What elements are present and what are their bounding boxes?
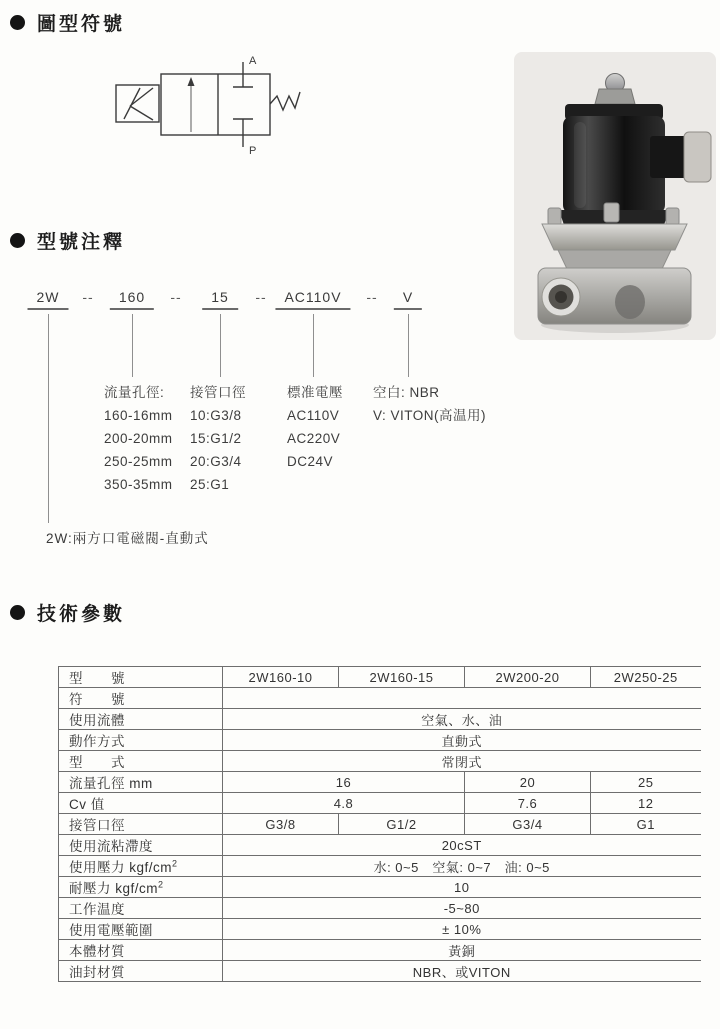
coil-slash bbox=[124, 88, 140, 119]
flange bbox=[542, 224, 687, 250]
row-label: 使用流體 bbox=[59, 709, 223, 730]
table-row bbox=[59, 793, 701, 814]
legend-line: 接管口徑 bbox=[190, 385, 246, 400]
table-cell: -5~80 bbox=[223, 898, 701, 919]
model-code-separator: -- bbox=[82, 289, 94, 305]
row-label: 符 號 bbox=[59, 688, 223, 709]
table-cell: 空氣、水、油 bbox=[223, 709, 701, 730]
table-cell: 2W160-15 bbox=[339, 667, 465, 688]
table-row bbox=[59, 709, 701, 730]
table-row bbox=[59, 751, 701, 772]
legend-line: 200-20mm bbox=[104, 431, 173, 446]
port-p-label: P bbox=[249, 145, 257, 157]
bolt-center bbox=[604, 203, 619, 222]
legend-line: AC220V bbox=[287, 431, 341, 446]
row-label: Cv 值 bbox=[59, 793, 223, 814]
table-row bbox=[59, 898, 701, 919]
coil-highlight bbox=[574, 122, 586, 208]
legend-column-orifice bbox=[104, 381, 173, 496]
leader-line-orifice bbox=[132, 314, 133, 377]
model-code-part: 2W bbox=[28, 289, 69, 310]
valve-body-box bbox=[161, 74, 270, 135]
row-label: 流量孔徑 mm bbox=[59, 772, 223, 793]
table-row bbox=[59, 814, 701, 835]
leader-line-seal bbox=[408, 314, 409, 377]
row-label: 動作方式 bbox=[59, 730, 223, 751]
connector-cap bbox=[684, 132, 711, 182]
table-row bbox=[59, 961, 701, 982]
bolt-right bbox=[666, 208, 679, 225]
legend-line: AC110V bbox=[287, 408, 340, 423]
leader-line-voltage bbox=[313, 314, 314, 377]
table-row bbox=[59, 730, 701, 751]
table-cell: NBR、或VITON bbox=[223, 961, 701, 982]
table-cell: 2W200-20 bbox=[465, 667, 591, 688]
table-cell: G1 bbox=[591, 814, 701, 835]
table-cell: 黃銅 bbox=[223, 940, 701, 961]
model-code-part: V bbox=[394, 289, 422, 310]
legend-line: 20:G3/4 bbox=[190, 454, 242, 469]
table-cell: 水: 0~5 空氣: 0~7 油: 0~5 bbox=[223, 856, 701, 877]
bullet-icon bbox=[10, 605, 25, 620]
table-row bbox=[59, 688, 701, 709]
table-cell: G1/2 bbox=[339, 814, 465, 835]
table-cell: 16 bbox=[223, 772, 465, 793]
table-row bbox=[59, 772, 701, 793]
section-title-model bbox=[10, 227, 125, 254]
table-row bbox=[59, 940, 701, 961]
block-boss bbox=[615, 285, 645, 319]
table-cell: 7.6 bbox=[465, 793, 591, 814]
legend-line: 15:G1/2 bbox=[190, 431, 242, 446]
bullet-icon bbox=[10, 15, 25, 30]
row-label: 接管口徑 bbox=[59, 814, 223, 835]
valve-symbol-diagram bbox=[112, 50, 312, 162]
legend-line: 160-16mm bbox=[104, 408, 173, 423]
model-code-part: AC110V bbox=[275, 289, 350, 310]
spec-table-body bbox=[59, 667, 701, 982]
legend-line: 350-35mm bbox=[104, 477, 173, 492]
section-title-symbol bbox=[10, 9, 125, 36]
row-label: 型 式 bbox=[59, 751, 223, 772]
spec-table bbox=[58, 666, 701, 982]
table-row bbox=[59, 835, 701, 856]
table-cell: 2W160-10 bbox=[223, 667, 339, 688]
model-code-separator: -- bbox=[366, 289, 378, 305]
table-cell: G3/8 bbox=[223, 814, 339, 835]
legend-line: 10:G3/8 bbox=[190, 408, 242, 423]
table-cell: 常閉式 bbox=[223, 751, 701, 772]
table-cell: 20 bbox=[465, 772, 591, 793]
table-row bbox=[59, 877, 701, 898]
bullet-icon bbox=[10, 233, 25, 248]
legend-line: DC24V bbox=[287, 454, 334, 469]
legend-column-seal bbox=[373, 381, 486, 427]
legend-line: 250-25mm bbox=[104, 454, 173, 469]
coil-box bbox=[116, 85, 159, 122]
port-a-label: A bbox=[249, 55, 257, 67]
row-label: 工作温度 bbox=[59, 898, 223, 919]
product-photo bbox=[514, 52, 716, 340]
row-label: 本體材質 bbox=[59, 940, 223, 961]
table-cell bbox=[223, 688, 701, 709]
row-label: 型 號 bbox=[59, 667, 223, 688]
spring-icon bbox=[270, 92, 300, 110]
table-cell: 20cST bbox=[223, 835, 701, 856]
table-row bbox=[59, 667, 701, 688]
section-title-text: 型號注釋 bbox=[37, 232, 126, 253]
bolt-left bbox=[548, 208, 561, 225]
coil-chevron-bottom bbox=[130, 106, 153, 120]
section-title-text: 圖型符號 bbox=[37, 14, 126, 35]
table-cell: 4.8 bbox=[223, 793, 465, 814]
leader-line-2w bbox=[48, 314, 49, 523]
solenoid-valve-image bbox=[514, 52, 716, 340]
table-cell: 直動式 bbox=[223, 730, 701, 751]
model-code-separator: -- bbox=[170, 289, 182, 305]
flow-arrow-head bbox=[188, 77, 195, 86]
legend-column-port bbox=[190, 381, 246, 496]
legend-line: 空白: NBR bbox=[373, 385, 440, 400]
table-cell: 25 bbox=[591, 772, 701, 793]
table-cell: 10 bbox=[223, 877, 701, 898]
port-bore-center bbox=[555, 291, 567, 303]
table-cell: 2W250-25 bbox=[591, 667, 701, 688]
model-note: 2W:兩方口電磁閥-直動式 bbox=[46, 531, 209, 546]
leader-line-port bbox=[220, 314, 221, 377]
legend-column-voltage bbox=[287, 381, 343, 473]
model-code-part: 15 bbox=[202, 289, 238, 310]
section-title-specs bbox=[10, 599, 125, 626]
hex-nut bbox=[595, 89, 635, 104]
legend-line: V: VITON(高温用) bbox=[373, 408, 487, 423]
row-label: 油封材質 bbox=[59, 961, 223, 982]
row-label: 耐壓力 kgf/$cm^2$ bbox=[59, 877, 223, 898]
legend-line: 流量孔徑: bbox=[104, 385, 165, 400]
coil-chevron-top bbox=[130, 88, 153, 106]
table-cell: ± 10% bbox=[223, 919, 701, 940]
table-cell: 12 bbox=[591, 793, 701, 814]
table-row bbox=[59, 919, 701, 940]
legend-line: 25:G1 bbox=[190, 477, 230, 492]
row-label: 使用壓力 kgf/$cm^2$ bbox=[59, 856, 223, 877]
model-code-part: 160 bbox=[110, 289, 154, 310]
model-code-separator: -- bbox=[255, 289, 267, 305]
row-label: 使用電壓範圍 bbox=[59, 919, 223, 940]
table-row bbox=[59, 856, 701, 877]
section-title-text: 技術參數 bbox=[37, 604, 126, 625]
row-label: 使用流粘滯度 bbox=[59, 835, 223, 856]
table-cell: G3/4 bbox=[465, 814, 591, 835]
legend-line: 標准電壓 bbox=[287, 385, 343, 400]
